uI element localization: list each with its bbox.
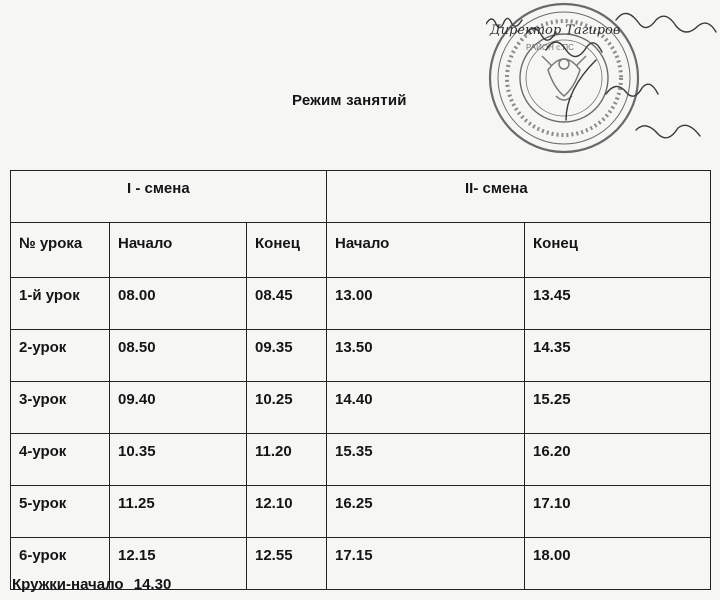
- shift-2-header: II- смена: [327, 171, 711, 223]
- lesson-name: 6-урок: [11, 538, 110, 590]
- shift2-end-time: 15.25: [525, 382, 711, 434]
- stamp-text: РАЙОН с.ПС: [526, 43, 574, 52]
- shift2-start-time: 13.00: [327, 278, 525, 330]
- column-header-lesson-number: № урока: [11, 223, 110, 278]
- shift2-start-time: 14.40: [327, 382, 525, 434]
- shift2-start-time: 13.50: [327, 330, 525, 382]
- page-title: Режим занятий: [292, 92, 407, 109]
- shift2-start-time: 17.15: [327, 538, 525, 590]
- table-row: [11, 382, 711, 434]
- lesson-name: 5-урок: [11, 486, 110, 538]
- column-header-shift1-end: Конец: [247, 223, 327, 278]
- shift2-end-time: 14.35: [525, 330, 711, 382]
- shift1-end-time: 12.10: [247, 486, 327, 538]
- shift1-end-time: 11.20: [247, 434, 327, 486]
- shift2-end-time: 16.20: [525, 434, 711, 486]
- table-row: [11, 434, 711, 486]
- lesson-name: 3-урок: [11, 382, 110, 434]
- shift2-start-time: 15.35: [327, 434, 525, 486]
- shift1-start-time: 09.40: [110, 382, 247, 434]
- shift1-end-time: 09.35: [247, 330, 327, 382]
- lesson-name: 2-урок: [11, 330, 110, 382]
- shift1-start-time: 11.25: [110, 486, 247, 538]
- column-header-row: [11, 223, 711, 278]
- shift1-start-time: 08.00: [110, 278, 247, 330]
- column-header-shift2-end: Конец: [525, 223, 711, 278]
- signature-text: Директор Тагиров: [490, 23, 621, 38]
- column-header-shift1-start: Начало: [110, 223, 247, 278]
- shift-header-row: [11, 171, 711, 223]
- shift2-end-time: 13.45: [525, 278, 711, 330]
- clubs-start-note: [12, 576, 171, 593]
- table-row: [11, 330, 711, 382]
- shift2-end-time: 18.00: [525, 538, 711, 590]
- table-row: [11, 278, 711, 330]
- lesson-name: 4-урок: [11, 434, 110, 486]
- shift1-start-time: 12.15: [110, 538, 247, 590]
- lesson-name: 1-й урок: [11, 278, 110, 330]
- shift1-start-time: 08.50: [110, 330, 247, 382]
- shift1-end-time: 10.25: [247, 382, 327, 434]
- clubs-start-label: Кружки-начало: [12, 576, 124, 593]
- shift1-end-time: 12.55: [247, 538, 327, 590]
- official-stamp-and-signature: [486, 0, 720, 165]
- column-header-shift2-start: Начало: [327, 223, 525, 278]
- shift2-end-time: 17.10: [525, 486, 711, 538]
- schedule-table: [10, 170, 711, 590]
- shift1-start-time: 10.35: [110, 434, 247, 486]
- shift1-end-time: 08.45: [247, 278, 327, 330]
- clubs-start-time: 14.30: [133, 576, 172, 593]
- shift2-start-time: 16.25: [327, 486, 525, 538]
- shift-1-header: I - смена: [11, 171, 327, 223]
- table-row: [11, 486, 711, 538]
